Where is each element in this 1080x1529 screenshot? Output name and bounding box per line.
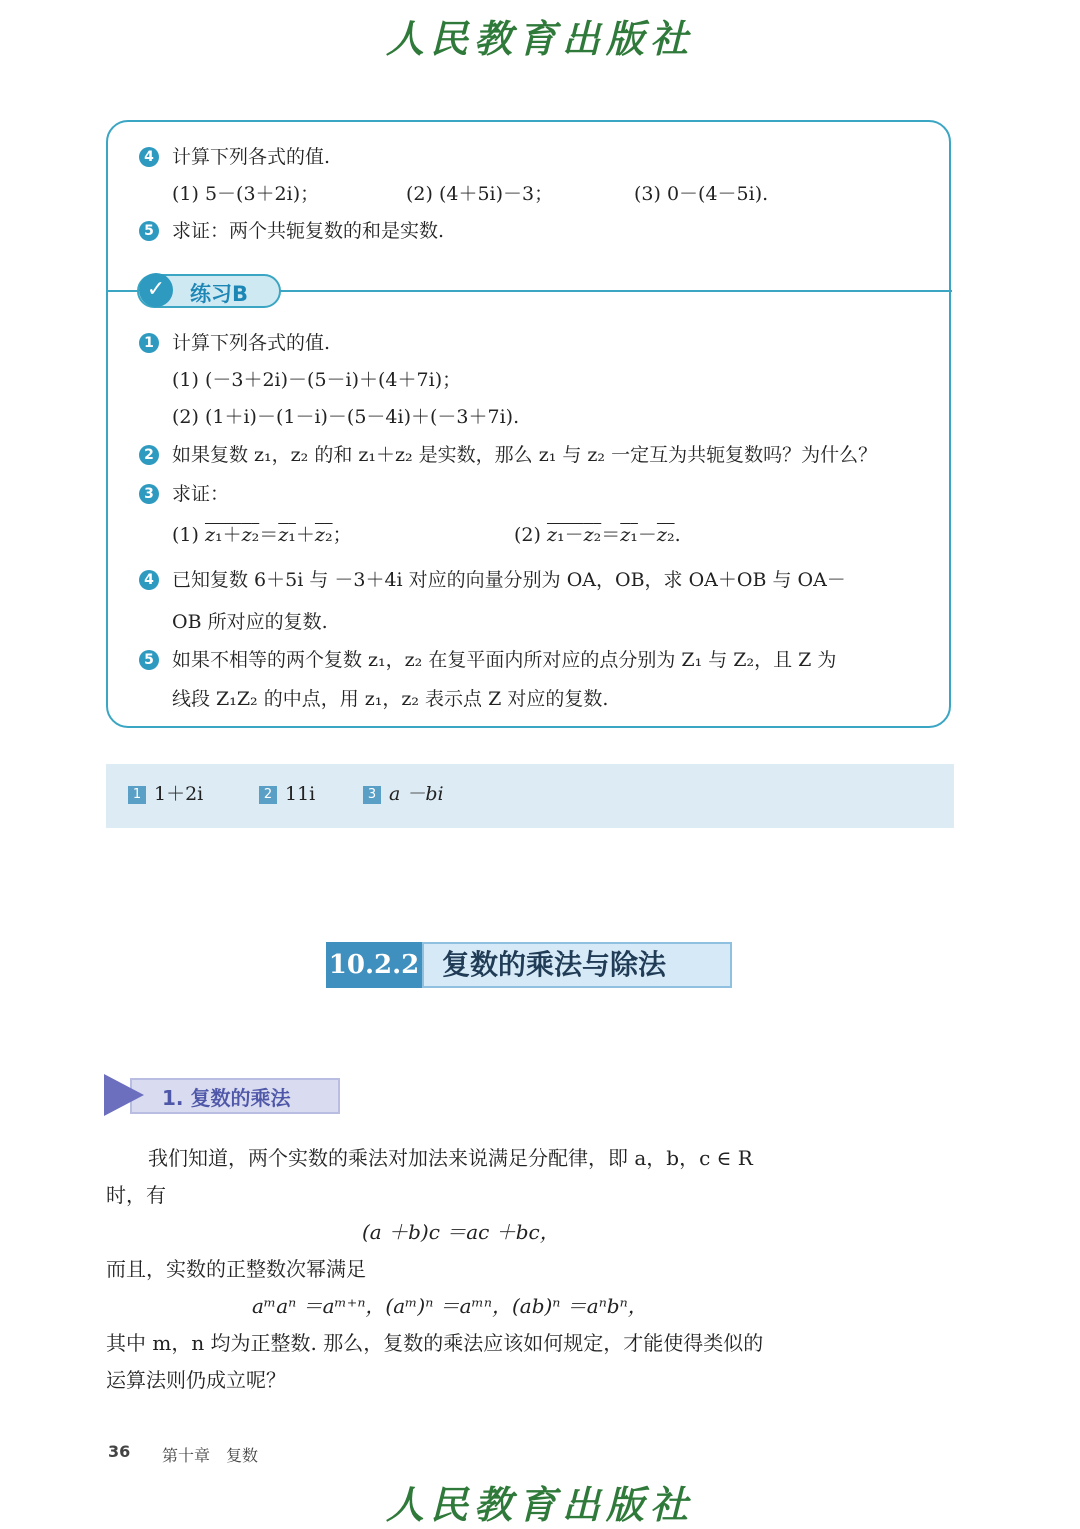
- item-number: 5: [139, 650, 159, 670]
- exercise-text: 计算下列各式的值.: [172, 332, 331, 354]
- answers-bar: [106, 764, 954, 828]
- item-number: 4: [139, 570, 159, 590]
- answer-number: 2: [259, 786, 277, 804]
- paragraph: 我们知道，两个实数的乘法对加法来说满足分配律，即 a，b，c ∈ R: [148, 1146, 753, 1170]
- answer-text: 1＋2i: [154, 783, 204, 805]
- item-number: 5: [139, 221, 159, 241]
- formula: (a ＋b)c ＝ac ＋bc，: [362, 1220, 560, 1244]
- item-number: 3: [139, 484, 159, 504]
- answer-number: 1: [128, 786, 146, 804]
- exercise-text: (1) 5－(3＋2i)；: [172, 183, 320, 205]
- answer-text: 11i: [285, 783, 316, 805]
- exercise-text: (3) 0－(4－5i).: [634, 183, 769, 205]
- item-number: 2: [139, 445, 159, 465]
- exercise-text: 求证：两个共轭复数的和是实数.: [172, 220, 445, 242]
- paragraph: 其中 m，n 均为正整数. 那么，复数的乘法应该如何规定，才能使得类似的: [106, 1331, 764, 1355]
- exercise-text: 如果不相等的两个复数 z₁，z₂ 在复平面内所对应的点分别为 Z₁ 与 Z₂，且 Z 为: [172, 649, 837, 671]
- answer-number: 3: [363, 786, 381, 804]
- section-title: 复数的乘法与除法: [422, 942, 732, 988]
- page-number: 36: [108, 1442, 131, 1461]
- triangle-icon: [104, 1074, 144, 1116]
- chapter-label: 第十章 复数: [162, 1446, 259, 1465]
- publisher-logo: 人民教育出版社: [385, 16, 694, 61]
- exercise-text: (2) (4＋5i)－3；: [406, 183, 554, 205]
- exercise-text: (2) (1＋i)－(1－i)－(5－4i)＋(－3＋7i).: [172, 406, 520, 428]
- item-number: 4: [139, 147, 159, 167]
- proof-part-2: (2) z₁－z₂＝z₁－z₂.: [514, 524, 681, 546]
- exercise-text: OB 所对应的复数.: [172, 611, 328, 633]
- formula: aᵐaⁿ ＝aᵐ⁺ⁿ，(aᵐ)ⁿ ＝aᵐⁿ，(ab)ⁿ ＝aⁿbⁿ，: [252, 1294, 648, 1318]
- practice-b-title: 练习B: [190, 282, 249, 306]
- exercise-text: 线段 Z₁Z₂ 的中点，用 z₁，z₂ 表示点 Z 对应的复数.: [172, 688, 609, 710]
- paragraph: 运算法则仍成立呢？: [106, 1368, 286, 1392]
- section-number: 10.2.2: [326, 942, 422, 988]
- proof-part-1: (1) z₁＋z₂＝z₁＋z₂；: [172, 524, 352, 546]
- answer-text: a －bi: [389, 783, 444, 805]
- exercise-text: 已知复数 6＋5i 与 －3＋4i 对应的向量分别为 OA，OB，求 OA＋OB 与 OA－: [172, 569, 846, 591]
- publisher-logo: 人民教育出版社: [385, 1482, 694, 1527]
- checkmark-icon: ✓: [139, 273, 173, 307]
- exercise-text: 计算下列各式的值.: [172, 146, 331, 168]
- exercise-text: (1) (－3＋2i)－(5－i)＋(4＋7i)；: [172, 369, 462, 391]
- paragraph: 时，有: [106, 1183, 166, 1207]
- exercise-text: 如果复数 z₁，z₂ 的和 z₁＋z₂ 是实数，那么 z₁ 与 z₂ 一定互为共轭复数吗？为什么？: [172, 444, 878, 466]
- item-number: 1: [139, 333, 159, 353]
- paragraph: 而且，实数的正整数次幂满足: [106, 1257, 366, 1281]
- exercise-text: 求证：: [172, 483, 230, 505]
- subsection-title: 1. 复数的乘法: [162, 1086, 291, 1110]
